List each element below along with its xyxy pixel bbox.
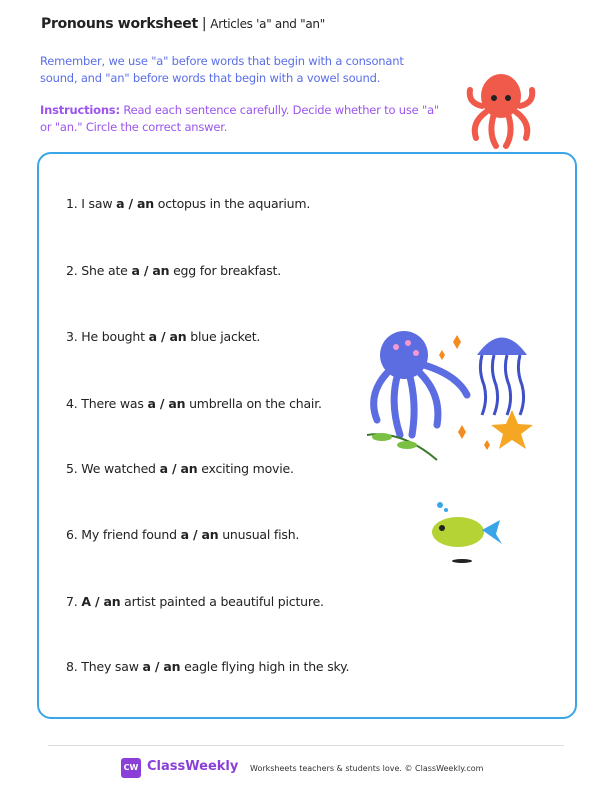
instructions bbox=[40, 102, 440, 136]
answer-choice[interactable]: a / an bbox=[116, 196, 154, 211]
answer-choice[interactable]: a / an bbox=[142, 659, 181, 674]
question-text-before: 4. There was bbox=[66, 396, 148, 411]
octopus-illustration-icon bbox=[466, 68, 536, 150]
question-text-after: eagle flying high in the sky. bbox=[180, 659, 350, 674]
answer-choice[interactable]: a / an bbox=[148, 329, 187, 344]
answer-choice[interactable]: a / an bbox=[147, 396, 186, 411]
instructions-label: Instructions: bbox=[40, 103, 120, 117]
brand-name: ClassWeekly bbox=[147, 759, 239, 774]
question-text-before: 3. He bought bbox=[66, 329, 149, 344]
footer-tagline: Worksheets teachers & students love. © ClassWeekly.com bbox=[250, 764, 484, 773]
sea-creatures-illustration-icon bbox=[362, 325, 552, 465]
question-text-after: egg for breakfast. bbox=[169, 263, 281, 278]
fish-illustration-icon bbox=[428, 500, 508, 565]
question-8 bbox=[66, 659, 349, 674]
question-text-after: artist painted a beautiful picture. bbox=[120, 594, 324, 609]
question-text-before: 6. My friend found bbox=[66, 527, 181, 542]
answer-choice[interactable]: a / an bbox=[131, 263, 170, 278]
instructions-text: Read each sentence carefully. Decide whether to use "a" or "an." Circle the correct answer. bbox=[40, 103, 440, 134]
footer-divider bbox=[48, 745, 564, 746]
question-text-before: 8. They saw bbox=[66, 659, 143, 674]
answer-choice[interactable]: A / an bbox=[81, 594, 121, 609]
question-text-before: 2. She ate bbox=[66, 263, 132, 278]
question-6 bbox=[66, 527, 299, 542]
question-text-before: 7. bbox=[66, 594, 82, 609]
classweekly-logo: CW bbox=[121, 758, 141, 778]
question-3 bbox=[66, 329, 260, 344]
question-text-after: octopus in the aquarium. bbox=[153, 196, 311, 211]
question-7 bbox=[66, 594, 324, 609]
subtitle-text: Articles 'a" and "an" bbox=[210, 17, 325, 31]
question-text-before: 5. We watched bbox=[66, 461, 160, 476]
question-text-after: umbrella on the chair. bbox=[185, 396, 322, 411]
question-text-before: 1. I saw bbox=[66, 196, 117, 211]
title-separator: | bbox=[201, 16, 207, 32]
answer-choice[interactable]: a / an bbox=[180, 527, 219, 542]
remember-note: Remember, we use "a" before words that begin with a consonant sound, and "an" before words that begin with a vowel sound. bbox=[40, 54, 404, 85]
question-text-after: unusual fish. bbox=[218, 527, 300, 542]
question-1 bbox=[66, 196, 310, 211]
question-text-after: exciting movie. bbox=[197, 461, 294, 476]
question-5 bbox=[66, 461, 294, 476]
question-2 bbox=[66, 263, 281, 278]
question-text-after: blue jacket. bbox=[186, 329, 261, 344]
title-text: Pronouns worksheet bbox=[41, 16, 198, 32]
question-4 bbox=[66, 396, 322, 411]
answer-choice[interactable]: a / an bbox=[159, 461, 198, 476]
worksheet-title bbox=[41, 16, 325, 32]
